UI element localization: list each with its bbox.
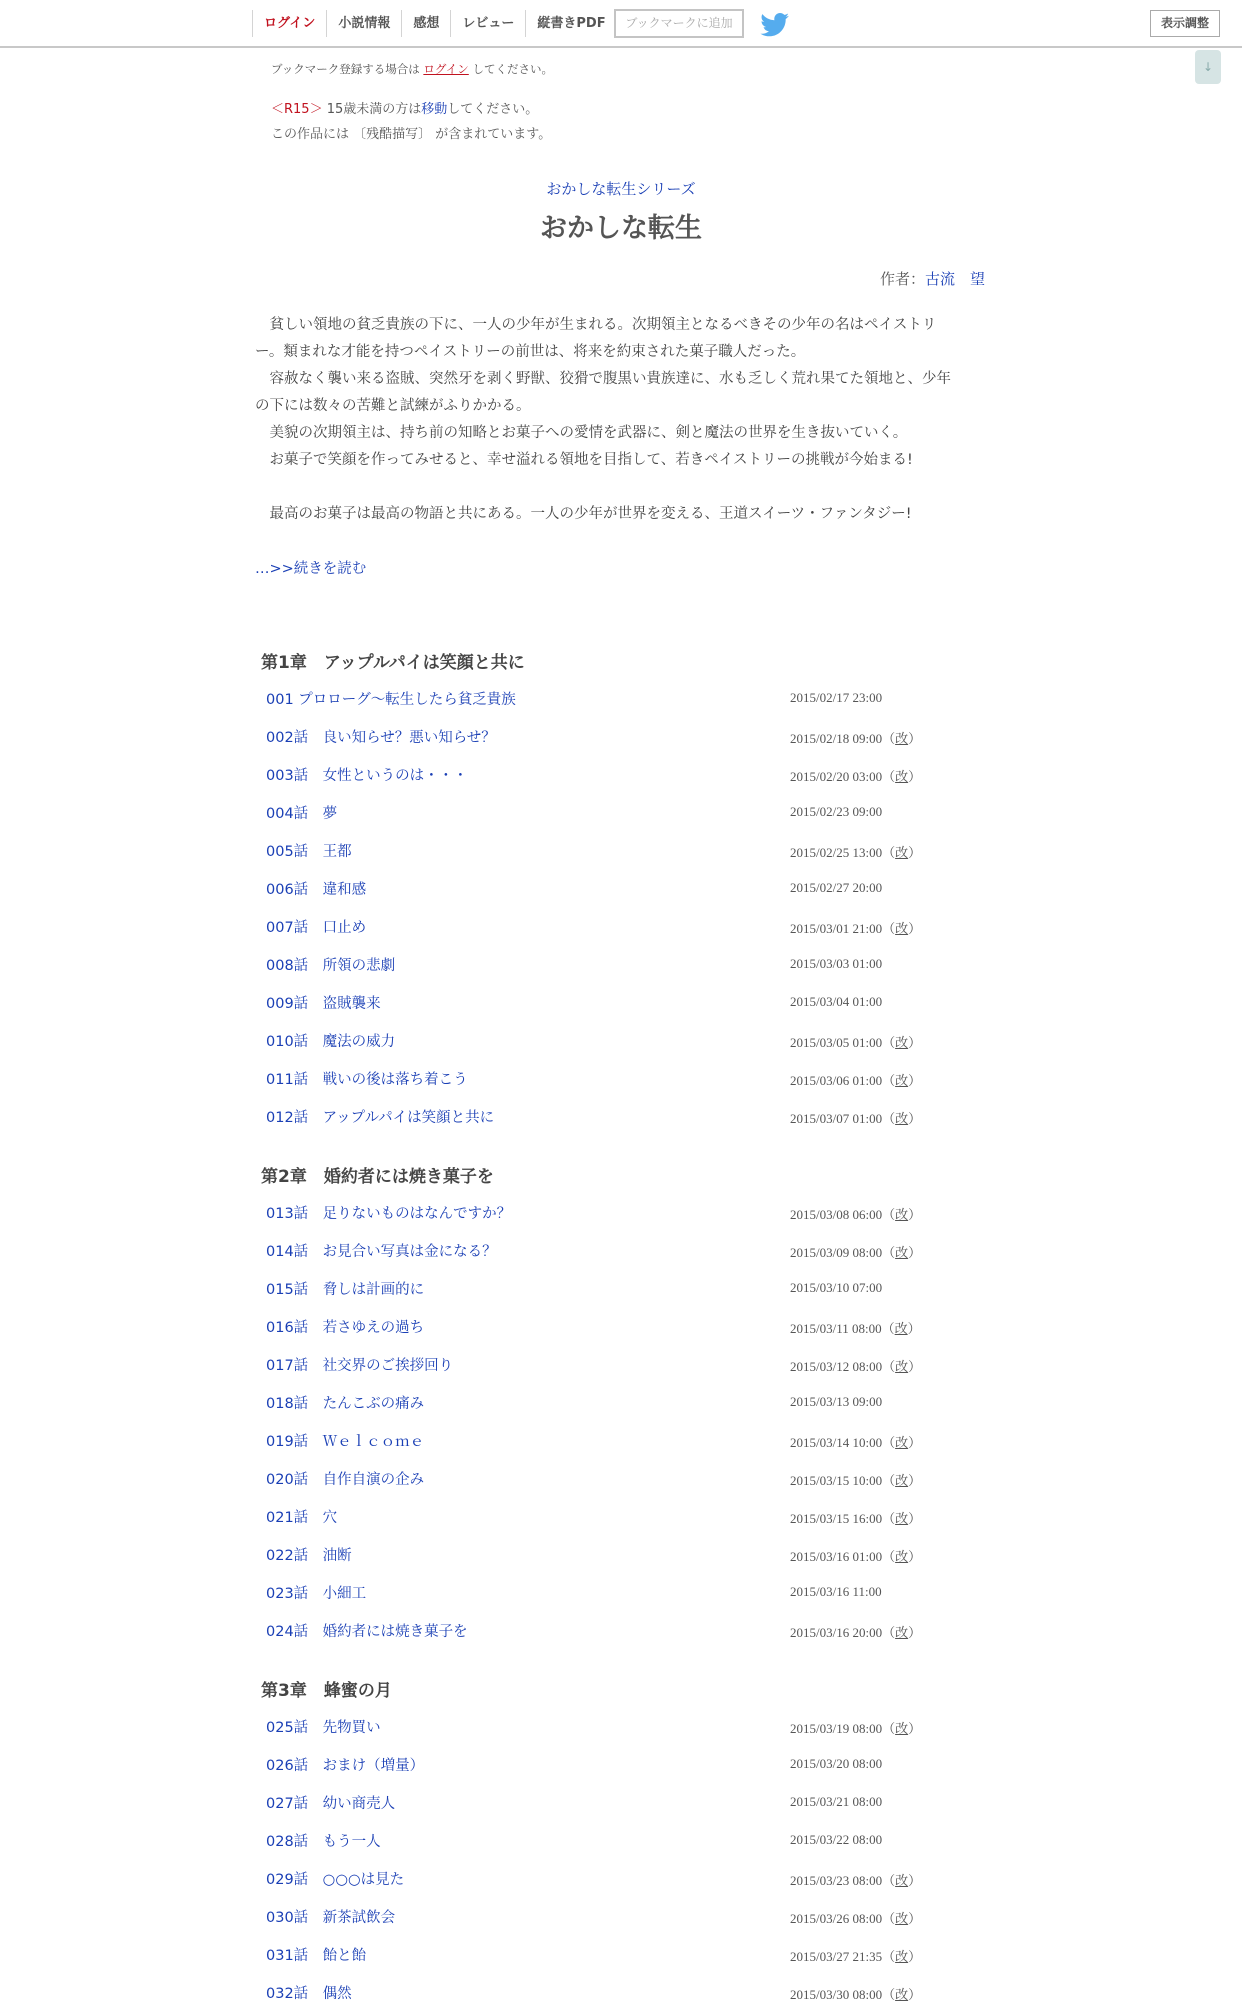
- content-warning: この作品には 〔残酷描写〕 が含まれています。: [271, 127, 552, 142]
- chapter-heading: 第3章 蜂蜜の月: [261, 1681, 392, 1701]
- episode-row: [255, 1784, 955, 1822]
- nav-novel-info-link[interactable]: 小説情報: [327, 10, 402, 37]
- author-link[interactable]: 古流 望: [925, 270, 986, 288]
- episode-date: 2015/03/27 21:35（改）: [790, 1949, 922, 1964]
- episode-row: [255, 1746, 955, 1784]
- episode-date-text: 2015/03/07 01:00: [790, 1111, 883, 1126]
- table-of-contents: [255, 650, 955, 2012]
- episode-row: [255, 1022, 955, 1060]
- episode-date: 2015/03/14 10:00（改）: [790, 1435, 922, 1450]
- episode-date: 2015/03/23 08:00（改）: [790, 1873, 922, 1888]
- episode-date-text: 2015/03/08 06:00: [790, 1207, 883, 1222]
- nav-login-link[interactable]: ログイン: [252, 10, 327, 37]
- episode-date: 2015/03/07 01:00（改）: [790, 1111, 922, 1126]
- episode-link[interactable]: 024話 婚約者には焼き菓子を: [266, 1624, 468, 1640]
- episode-date-text: 2015/03/05 01:00: [790, 1035, 883, 1050]
- episode-link[interactable]: 026話 おまけ（増量）: [266, 1758, 425, 1774]
- episode-row: [255, 946, 955, 984]
- r15-tag: ＜R15＞: [271, 102, 323, 117]
- episode-row: [255, 1612, 955, 1650]
- episode-date: [790, 994, 882, 1010]
- episode-date-text: 2015/03/12 08:00: [790, 1359, 883, 1374]
- episode-row: [255, 1194, 955, 1232]
- episode-row: [255, 1308, 955, 1346]
- episode-row: [255, 1346, 955, 1384]
- revised-marker[interactable]: 改: [895, 769, 909, 784]
- episode-date-text: 2015/03/15 10:00: [790, 1473, 883, 1488]
- revised-marker[interactable]: 改: [895, 921, 909, 936]
- r15-move-link[interactable]: 移動: [421, 102, 448, 117]
- episode-link[interactable]: 010話 魔法の威力: [266, 1034, 396, 1050]
- episode-row: [255, 1460, 955, 1498]
- revised-marker[interactable]: 改: [895, 1435, 909, 1450]
- episode-date-text: 2015/03/03 01:00: [790, 956, 883, 971]
- episode-date: 2015/03/16 01:00（改）: [790, 1549, 922, 1564]
- episode-date-text: 2015/02/27 20:00: [790, 880, 883, 895]
- novel-title: おかしな転生: [540, 213, 702, 244]
- episode-date-text: 2015/02/25 13:00: [790, 845, 883, 860]
- episode-date-text: 2015/02/18 09:00: [790, 731, 883, 746]
- episode-date: 2015/03/15 16:00（改）: [790, 1511, 922, 1526]
- episode-link[interactable]: 007話 口止め: [266, 920, 367, 936]
- revised-marker[interactable]: 改: [895, 1721, 909, 1736]
- chapter-heading: 第2章 婚約者には焼き菓子を: [261, 1167, 494, 1187]
- episode-row: [255, 1936, 955, 1974]
- episode-date: 2015/03/01 21:00（改）: [790, 921, 922, 936]
- episode-date: [790, 690, 882, 706]
- episode-row: [255, 1708, 955, 1746]
- episode-link[interactable]: 004話 夢: [266, 806, 338, 822]
- display-adjust-button[interactable]: 表示調整: [1150, 10, 1220, 37]
- episode-link[interactable]: 016話 若さゆえの過ち: [266, 1320, 425, 1336]
- bookmark-login-notice: ブックマーク登録する場合は ログイン してください。: [271, 62, 553, 76]
- synopsis: 貧しい領地の貧乏貴族の下に、一人の少年が生まれる。次期領主となるべきその少年の名はペイストリ ー。類まれな才能を持つペイストリーの前世は、将来を約束された菓子職人だった。 容赦なく襲い来る盗賊、突然牙を剥く野獣、狡猾で腹黒い貴族達に、水も乏しく荒れ果てた領地と、少年 の下には数々の苦難と試練がふりかかる。 美貌の次期領主は、持ち前の知略とお菓子への愛情を武器に、剣と魔法の世界を生き抜いていく。 お菓子で笑顔を作ってみせると、幸せ溢れる領地を目指して、若きペイストリーの挑戦が今始まる! 最高のお菓子は最高の物語と共にある。一人の少年が世界を変える、王道スイーツ・ファンタジー!: [255, 317, 951, 522]
- episode-row: [255, 1498, 955, 1536]
- episode-link[interactable]: 019話 Ｗｅｌｃｏｍｅ: [266, 1434, 425, 1450]
- episode-row: [255, 1574, 955, 1612]
- episode-date: 2015/02/18 09:00（改）: [790, 731, 922, 746]
- episode-date: 2015/03/12 08:00（改）: [790, 1359, 922, 1374]
- episode-date-text: 2015/03/19 08:00: [790, 1721, 883, 1736]
- revised-marker[interactable]: 改: [895, 1035, 909, 1050]
- revised-marker[interactable]: 改: [895, 1111, 909, 1126]
- episode-row: [255, 1060, 955, 1098]
- episode-row: [255, 1098, 955, 1136]
- episode-date-text: 2015/02/20 03:00: [790, 769, 883, 784]
- chapter-heading: 第1章 アップルパイは笑顔と共に: [261, 653, 525, 673]
- episode-date: 2015/02/20 03:00（改）: [790, 769, 922, 784]
- episode-date-text: 2015/03/23 08:00: [790, 1873, 883, 1888]
- episode-link[interactable]: 005話 王都: [266, 844, 352, 860]
- episode-row: [255, 1384, 955, 1422]
- down-arrow-icon[interactable]: ↓: [1195, 50, 1221, 84]
- episode-date-text: 2015/03/15 16:00: [790, 1511, 883, 1526]
- revised-marker[interactable]: 改: [895, 1625, 909, 1640]
- revised-marker[interactable]: 改: [895, 1911, 909, 1926]
- episode-date-text: 2015/03/26 08:00: [790, 1911, 883, 1926]
- add-bookmark-button[interactable]: ブックマークに追加: [614, 9, 744, 38]
- top-navigation-bar: [0, 0, 1242, 48]
- episode-link[interactable]: 001 プロローグ～転生したら貧乏貴族: [266, 692, 516, 708]
- episode-link[interactable]: 022話 油断: [266, 1548, 352, 1564]
- episode-date: 2015/03/30 08:00（改）: [790, 1987, 922, 2002]
- read-more: …>>続きを読む: [255, 561, 367, 577]
- episode-date: [790, 880, 882, 896]
- episode-row: [255, 1860, 955, 1898]
- episode-date-text: 2015/03/13 09:00: [790, 1394, 883, 1409]
- episode-date-text: 2015/03/21 08:00: [790, 1794, 883, 1809]
- episode-link[interactable]: 009話 盗賊襲来: [266, 996, 381, 1012]
- episode-date-text: 2015/03/01 21:00: [790, 921, 883, 936]
- episode-date-text: 2015/02/23 09:00: [790, 804, 883, 819]
- nav-impressions-link[interactable]: 感想: [402, 10, 451, 37]
- episode-date-text: 2015/03/16 11:00: [790, 1584, 882, 1599]
- episode-date: 2015/03/15 10:00（改）: [790, 1473, 922, 1488]
- episode-date-text: 2015/03/11 08:00: [790, 1321, 882, 1336]
- episode-date: 2015/03/06 01:00（改）: [790, 1073, 922, 1088]
- revised-marker[interactable]: 改: [895, 731, 909, 746]
- episode-date-text: 2015/03/30 08:00: [790, 1987, 883, 2002]
- revised-marker[interactable]: 改: [895, 1549, 909, 1564]
- episode-row: [255, 908, 955, 946]
- episode-date: [790, 804, 882, 820]
- r15-notice: ＜R15＞ 15歳未満の方は移動してください。: [271, 102, 539, 117]
- episode-row: [255, 1270, 955, 1308]
- episode-date-text: 2015/03/27 21:35: [790, 1949, 883, 1964]
- nav-review-link[interactable]: レビュー: [451, 10, 526, 37]
- episode-date-text: 2015/03/22 08:00: [790, 1832, 883, 1847]
- episode-row: [255, 832, 955, 870]
- episode-date-text: 2015/03/04 01:00: [790, 994, 883, 1009]
- episode-link[interactable]: 030話 新茶試飲会: [266, 1910, 396, 1926]
- episode-date-text: 2015/03/16 01:00: [790, 1549, 883, 1564]
- episode-link[interactable]: 011話 戦いの後は落ち着こう: [266, 1072, 468, 1088]
- episode-link[interactable]: 023話 小細工: [266, 1586, 367, 1602]
- episode-date: [790, 1394, 882, 1410]
- episode-date-text: 2015/03/09 08:00: [790, 1245, 883, 1260]
- episode-row: [255, 1536, 955, 1574]
- revised-marker[interactable]: 改: [895, 1245, 909, 1260]
- series-link[interactable]: おかしな転生シリーズ: [546, 180, 696, 198]
- revised-marker[interactable]: 改: [895, 1873, 909, 1888]
- revised-marker[interactable]: 改: [895, 1473, 909, 1488]
- episode-date-text: 2015/03/16 20:00: [790, 1625, 883, 1640]
- episode-date: 2015/03/09 08:00（改）: [790, 1245, 922, 1260]
- episode-link[interactable]: 015話 脅しは計画的に: [266, 1282, 425, 1298]
- episode-link[interactable]: 008話 所領の悲劇: [266, 958, 396, 974]
- revised-marker[interactable]: 改: [895, 1359, 909, 1374]
- episode-link[interactable]: 012話 アップルパイは笑顔と共に: [266, 1110, 495, 1126]
- episode-date: [790, 1832, 882, 1848]
- episode-date-text: 2015/02/17 23:00: [790, 690, 883, 705]
- episode-link[interactable]: 020話 自作自演の企み: [266, 1472, 425, 1488]
- twitter-bird-icon[interactable]: [760, 13, 790, 37]
- episode-date: 2015/03/05 01:00（改）: [790, 1035, 922, 1050]
- episode-date: 2015/02/25 13:00（改）: [790, 845, 922, 860]
- episode-date: [790, 1794, 882, 1810]
- revised-marker[interactable]: 改: [895, 1073, 909, 1088]
- episode-link[interactable]: 006話 違和感: [266, 882, 367, 898]
- episode-date-text: 2015/03/20 08:00: [790, 1756, 883, 1771]
- revised-marker[interactable]: 改: [894, 1321, 908, 1336]
- episode-row: [255, 984, 955, 1022]
- episode-link[interactable]: 003話 女性というのは・・・: [266, 768, 468, 784]
- episode-date: 2015/03/08 06:00（改）: [790, 1207, 922, 1222]
- author-line: 作者：古流 望: [880, 270, 986, 288]
- episode-date: 2015/03/16 20:00（改）: [790, 1625, 922, 1640]
- episode-link[interactable]: 029話 ○○○は見た: [266, 1872, 405, 1888]
- episode-link[interactable]: 002話 良い知らせ？悪い知らせ？: [266, 730, 496, 746]
- episode-link[interactable]: 027話 幼い商売人: [266, 1796, 396, 1812]
- nav-menu: [252, 10, 617, 37]
- episode-link[interactable]: 018話 たんこぶの痛み: [266, 1396, 425, 1412]
- episode-link[interactable]: 032話 偶然: [266, 1986, 352, 2002]
- revised-marker[interactable]: 改: [895, 845, 909, 860]
- episode-date-text: 2015/03/14 10:00: [790, 1435, 883, 1450]
- revised-marker[interactable]: 改: [895, 1207, 909, 1222]
- episode-date: [790, 1280, 882, 1296]
- episode-date: 2015/03/26 08:00（改）: [790, 1911, 922, 1926]
- episode-row: [255, 1422, 955, 1460]
- episode-row: [255, 756, 955, 794]
- episode-row: [255, 1974, 955, 2012]
- nav-vertical-pdf-link[interactable]: 縦書きPDF: [537, 16, 606, 31]
- episode-date: 2015/03/11 08:00（改）: [790, 1321, 921, 1336]
- revised-marker[interactable]: 改: [895, 1511, 909, 1526]
- episode-date-text: 2015/03/10 07:00: [790, 1280, 883, 1295]
- episode-date: [790, 1756, 882, 1772]
- episode-row: [255, 1232, 955, 1270]
- episode-date: [790, 956, 882, 972]
- episode-link[interactable]: 017話 社交界のご挨拶回り: [266, 1358, 454, 1374]
- episode-date: [790, 1584, 882, 1600]
- episode-link[interactable]: 031話 飴と飴: [266, 1948, 367, 1964]
- episode-link[interactable]: 021話 穴: [266, 1510, 338, 1526]
- episode-date-text: 2015/03/06 01:00: [790, 1073, 883, 1088]
- episode-link[interactable]: 028話 もう一人: [266, 1834, 381, 1850]
- episode-row: [255, 1898, 955, 1936]
- episode-row: [255, 680, 955, 718]
- episode-row: [255, 1822, 955, 1860]
- episode-row: [255, 870, 955, 908]
- episode-row: [255, 718, 955, 756]
- episode-date: 2015/03/19 08:00（改）: [790, 1721, 922, 1736]
- episode-link[interactable]: 013話 足りないものはなんですか？: [266, 1206, 512, 1222]
- revised-marker[interactable]: 改: [895, 1987, 909, 2002]
- read-more-link[interactable]: >>続きを読む: [269, 561, 367, 577]
- episode-link[interactable]: 014話 お見合い写真は金になる？: [266, 1244, 497, 1260]
- revised-marker[interactable]: 改: [895, 1949, 909, 1964]
- episode-link[interactable]: 025話 先物買い: [266, 1720, 381, 1736]
- episode-row: [255, 794, 955, 832]
- bookmark-login-link[interactable]: ログイン: [423, 62, 469, 76]
